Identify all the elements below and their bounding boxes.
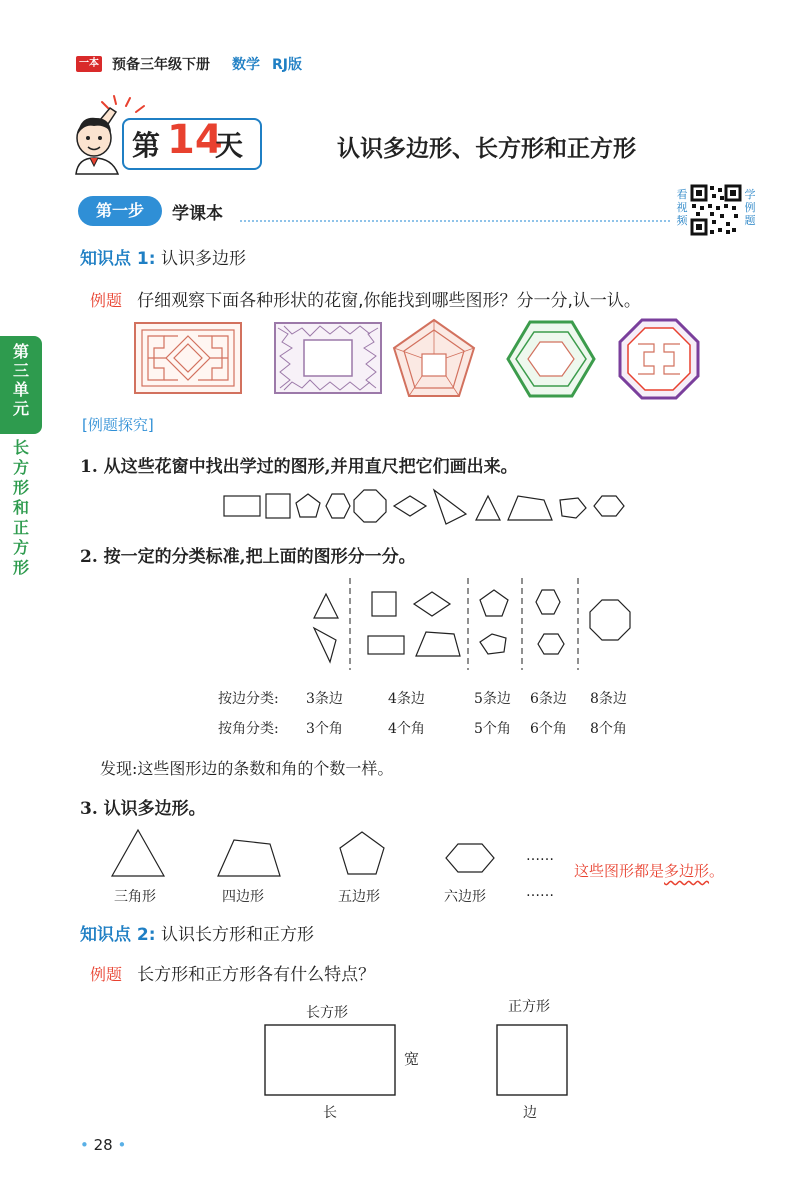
example-2 — [90, 960, 375, 985]
topic-tab-char: 方 — [12, 458, 29, 477]
width-label: 宽 — [404, 1050, 420, 1068]
classify-label: 按角分类: — [218, 721, 279, 737]
polygon-name: 五边形 — [338, 889, 380, 905]
pentagon-shape — [296, 494, 320, 517]
day-number: 14 — [167, 117, 223, 163]
polygon-name: 四边形 — [222, 889, 264, 905]
classification-diagram — [300, 576, 650, 672]
note-suffix: 。 — [709, 862, 725, 880]
classify-label: 按边分类: — [218, 691, 279, 707]
length-label: 长 — [323, 1105, 337, 1121]
page-number-value: 28 — [93, 1136, 113, 1154]
note-prefix: 这些图形都是 — [574, 862, 665, 880]
step-label: 学课本 — [172, 204, 223, 224]
quadrilateral-shape — [508, 496, 552, 520]
flower-window-hexagon — [506, 320, 596, 398]
knowledge-point-title: 认识长方形和正方形 — [160, 925, 314, 945]
triangle-shape — [476, 496, 500, 520]
discovery-text: 发现:这些图形边的条数和角的个数一样。 — [100, 759, 394, 778]
classify-by-angle — [218, 718, 279, 738]
topic-tab-char: 形 — [12, 478, 29, 497]
qr-code-icon[interactable] — [690, 184, 742, 236]
extracted-shapes-row — [220, 486, 630, 526]
knowledge-point-1 — [80, 244, 246, 269]
qr-caption-char: 学 — [744, 188, 756, 201]
topic-tab — [0, 438, 42, 578]
unit-tab-char: 三 — [12, 361, 29, 380]
lesson-title: 认识多边形、长方形和正方形 — [337, 136, 636, 162]
qr-caption-char: 例 — [744, 201, 756, 214]
day-suffix: 天 — [215, 129, 244, 162]
classify-value: 8条边 — [590, 691, 627, 707]
side-label: 边 — [523, 1105, 537, 1121]
knowledge-point-label: 知识点 1: — [80, 249, 156, 269]
book-title: 预备三年级下册 — [112, 57, 210, 73]
brand-logo: 一本 — [76, 56, 102, 72]
step-divider — [240, 220, 670, 222]
unit-tab — [0, 336, 42, 434]
polygon-examples — [108, 826, 508, 884]
classify-value: 4条边 — [388, 691, 425, 707]
subject-label: 数学 — [232, 57, 260, 73]
topic-tab-char: 正 — [12, 518, 29, 537]
day-prefix: 第 — [132, 129, 161, 162]
polygon-note — [574, 860, 724, 881]
example-text: 长方形和正方形各有什么特点？ — [137, 965, 376, 985]
flower-window-octagon — [618, 318, 700, 400]
topic-tab-char: 方 — [12, 538, 29, 557]
polygon-name: 三角形 — [114, 889, 156, 905]
classify-value: 6个角 — [530, 721, 567, 737]
ellipsis-top: …… — [526, 848, 554, 864]
square-name: 正方形 — [508, 999, 550, 1015]
rhombus-shape — [394, 496, 426, 516]
qr-caption-char: 题 — [744, 214, 756, 227]
qr-left-caption — [676, 188, 688, 227]
knowledge-point-2 — [80, 920, 314, 945]
rectangle-figure — [264, 1024, 396, 1096]
dot-icon: • — [117, 1136, 127, 1154]
example-explore-label: [例题探究] — [82, 416, 154, 434]
knowledge-point-label: 知识点 2: — [80, 925, 156, 945]
unit-tab-char: 第 — [12, 342, 29, 361]
qr-caption-char: 频 — [676, 214, 688, 227]
classify-value: 5个角 — [474, 721, 511, 737]
edition-label: RJ版 — [272, 57, 302, 73]
square-figure — [496, 1024, 568, 1096]
classify-by-side — [218, 688, 279, 708]
classify-value: 4个角 — [388, 721, 425, 737]
note-emphasis: 多边形 — [664, 862, 710, 880]
triangle-shape — [434, 490, 466, 524]
rectangle-name: 长方形 — [306, 1005, 348, 1021]
example-tag: 例题 — [90, 291, 123, 310]
page-number — [80, 1136, 126, 1154]
rectangle-shape — [224, 496, 260, 516]
flower-window-square — [274, 322, 382, 394]
example-text: 仔细观察下面各种形状的花窗,你能找到哪些图形？分一分,认一认。 — [137, 291, 641, 311]
qr-caption-char: 看 — [676, 188, 688, 201]
classify-value: 8个角 — [590, 721, 627, 737]
octagon-shape — [354, 490, 386, 522]
square-shape — [266, 494, 290, 518]
qr-caption-char: 视 — [676, 201, 688, 214]
qr-right-caption — [744, 188, 756, 227]
classify-value: 3条边 — [306, 691, 343, 707]
flower-window-rectangle — [134, 322, 242, 394]
knowledge-point-title: 认识多边形 — [160, 249, 246, 269]
topic-tab-char: 形 — [12, 558, 29, 577]
pentagon-shape — [560, 498, 586, 518]
topic-tab-char: 和 — [12, 498, 29, 517]
question-3: 3. 认识多边形。 — [80, 799, 206, 819]
example-tag: 例题 — [90, 965, 123, 984]
hexagon-shape — [326, 494, 350, 518]
unit-tab-char: 元 — [12, 399, 29, 418]
flower-window-pentagon — [392, 318, 476, 398]
step-badge: 第一步 — [78, 196, 162, 226]
ellipsis-bottom: …… — [526, 884, 554, 900]
hexagon-shape — [594, 496, 624, 516]
example-1 — [90, 286, 641, 311]
question-2: 2. 按一定的分类标准,把上面的图形分一分。 — [80, 547, 416, 567]
unit-tab-char: 单 — [12, 380, 29, 399]
question-1: 1. 从这些花窗中找出学过的图形,并用直尺把它们画出来。 — [80, 457, 518, 477]
classify-value: 3个角 — [306, 721, 343, 737]
dot-icon: • — [80, 1136, 89, 1154]
topic-tab-char: 长 — [12, 438, 29, 457]
polygon-name: 六边形 — [444, 889, 486, 905]
classify-value: 5条边 — [474, 691, 511, 707]
classify-value: 6条边 — [530, 691, 567, 707]
